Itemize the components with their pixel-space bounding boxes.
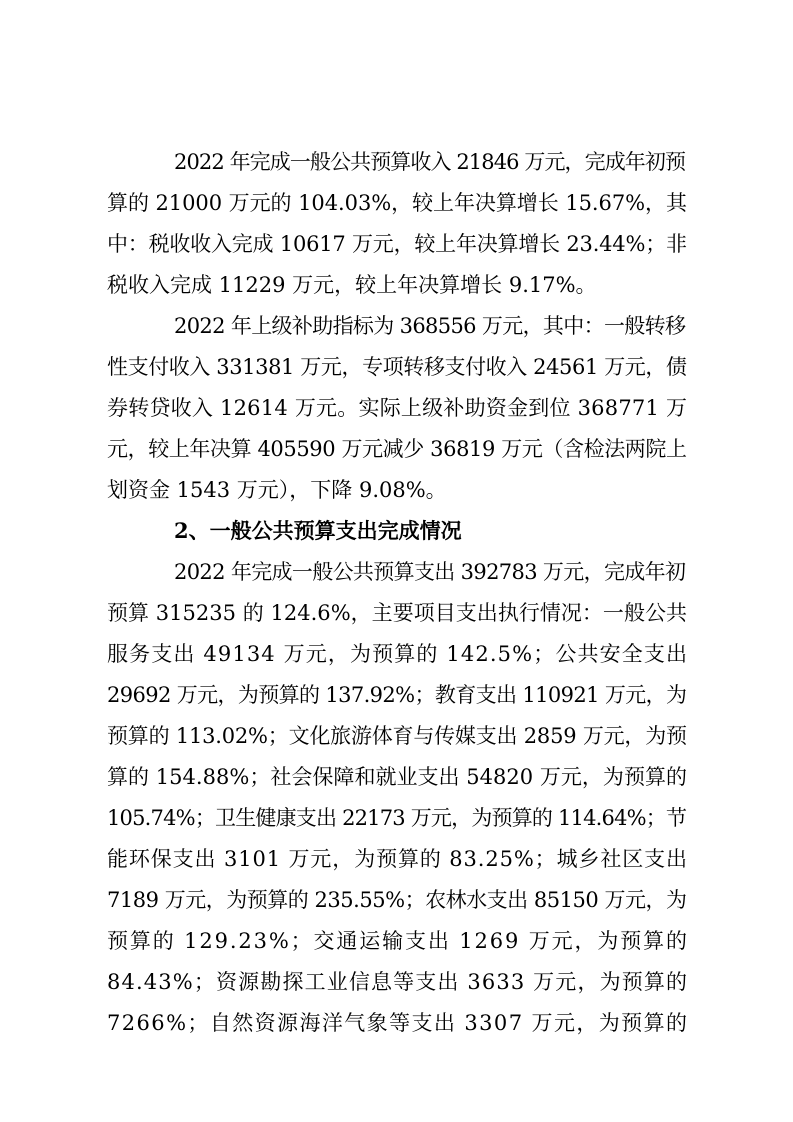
paragraph-3-line-1: 2022 年完成一般公共预算支出 392783 万元，完成年初	[174, 560, 686, 584]
paragraph-1-line-3: 中：税收收入完成 10617 万元，较上年决算增长 23.44%；非	[107, 232, 687, 256]
paragraph-3-line-8: 能环保支出 3101 万元，为预算的 83.25%；城乡社区支出	[107, 847, 688, 871]
paragraph-2-line-3: 券转贷收入 12614 万元。实际上级补助资金到位 368771 万	[107, 396, 688, 420]
paragraph-2-line-2: 性支付收入 331381 万元，专项转移支付收入 24561 万元，债	[107, 355, 687, 379]
paragraph-2-line-4: 元，较上年决算 405590 万元减少 36819 万元（含检法两院上	[107, 437, 687, 461]
paragraph-3-line-11: 84.43%；资源勘探工业信息等支出 3633 万元，为预算的	[107, 970, 689, 994]
paragraph-3-line-3: 服务支出 49134 万元，为预算的 142.5%；公共安全支出	[107, 642, 689, 666]
paragraph-3-line-2: 预算 315235 的 124.6%，主要项目支出执行情况：一般公共	[107, 601, 688, 625]
section-heading: 2、一般公共预算支出完成情况	[174, 518, 462, 543]
paragraph-3-line-5: 预算的 113.02%；文化旅游体育与传媒支出 2859 万元，为预	[107, 724, 687, 748]
paragraph-2-line-1: 2022 年上级补助指标为 368556 万元，其中：一般转移	[174, 314, 686, 338]
paragraph-1-line-1: 2022 年完成一般公共预算收入 21846 万元，完成年初预	[174, 150, 686, 174]
paragraph-2-line-5: 划资金 1543 万元），下降 9.08%。	[107, 478, 447, 502]
paragraph-3-line-12: 7266%；自然资源海洋气象等支出 3307 万元，为预算的	[107, 1011, 689, 1035]
paragraph-3-line-10: 预算的 129.23%；交通运输支出 1269 万元，为预算的	[107, 929, 689, 953]
paragraph-3-line-7: 105.74%；卫生健康支出 22173 万元，为预算的 114.64%；节	[107, 806, 687, 830]
paragraph-1-line-2: 算的 21000 万元的 104.03%，较上年决算增长 15.67%，其	[107, 191, 687, 215]
paragraph-3-line-4: 29692 万元，为预算的 137.92%；教育支出 110921 万元，为	[107, 683, 687, 707]
paragraph-3-line-9: 7189 万元，为预算的 235.55%；农林水支出 85150 万元，为	[107, 888, 687, 912]
paragraph-3-line-6: 算的 154.88%；社会保障和就业支出 54820 万元，为预算的	[107, 765, 688, 789]
paragraph-1-line-4: 税收入完成 11229 万元，较上年决算增长 9.17%。	[107, 273, 597, 297]
